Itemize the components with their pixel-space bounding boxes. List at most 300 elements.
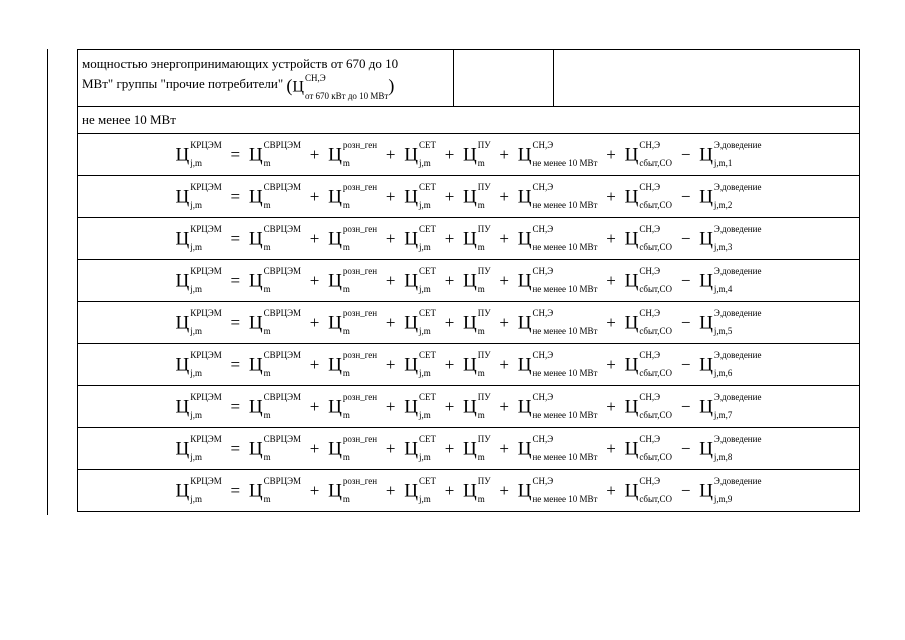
formula-part: СВРЦЭМ	[263, 140, 302, 151]
formula-part: КРЦЭМ	[190, 476, 222, 487]
formula-part: СЕТ	[418, 224, 436, 235]
formula-part: не менее 10 МВт	[532, 242, 598, 253]
formula-part: Ц	[699, 270, 713, 292]
formula-part: j,m,	[713, 158, 728, 169]
formula-part	[714, 326, 762, 336]
formula-part: Ц	[463, 270, 477, 292]
formula-part: Ц	[624, 186, 639, 208]
formula-part: КРЦЭМ	[190, 140, 222, 151]
formula-part: Ц	[517, 144, 532, 166]
formula-part: СН,Э	[532, 392, 554, 403]
formula-part: m	[263, 242, 271, 253]
formula-part	[639, 308, 673, 337]
formula-part: Ц	[175, 396, 190, 418]
formula-part: ПУ	[477, 350, 491, 361]
plus-sign: +	[444, 187, 455, 207]
formula-part	[342, 224, 378, 253]
formula-part: сбыт,СО	[639, 284, 673, 295]
formula-part	[263, 476, 302, 505]
formula-part	[418, 224, 436, 253]
plus-sign: +	[385, 481, 396, 501]
formula-part	[714, 410, 762, 420]
formula-part: не менее 10 МВт	[532, 158, 598, 169]
formula-part: Ц	[699, 438, 713, 460]
formula-part: j,m	[418, 242, 431, 253]
formula-part: СН,Э	[639, 140, 661, 151]
plus-sign: +	[606, 355, 616, 375]
formula-part: сбыт,СО	[639, 242, 673, 253]
term-sn-e	[517, 392, 598, 421]
formula-part: СН,Э	[532, 308, 554, 319]
formula-part: сбыт,СО	[639, 452, 673, 463]
term-sn-e	[517, 266, 598, 295]
formula-part: Ц	[328, 270, 342, 292]
term-sbyt	[624, 224, 673, 253]
formula-part: Ц	[517, 186, 532, 208]
term-set	[404, 476, 436, 505]
formula-part: Ц	[699, 312, 713, 334]
formula-part: j,m	[190, 368, 203, 379]
formula-part: ПУ	[477, 392, 491, 403]
term-sn-e	[517, 182, 598, 211]
formula-part: КРЦЭМ	[190, 182, 222, 193]
price-formula	[175, 182, 762, 211]
term-pu	[463, 224, 491, 253]
row-index: 6	[727, 368, 733, 379]
minus-sign: −	[680, 397, 691, 417]
term-dovedenie	[699, 350, 762, 379]
term-sn-e	[517, 224, 598, 253]
term-rozn-gen	[328, 350, 378, 379]
plus-sign: +	[309, 397, 320, 417]
formula-part: j,m,	[713, 326, 728, 337]
formula-part: Ц	[517, 354, 532, 376]
term-svrcem	[248, 140, 302, 169]
term-pu	[463, 182, 491, 211]
term-sbyt	[624, 140, 673, 169]
plus-sign: +	[309, 187, 320, 207]
formula-part	[639, 140, 673, 169]
term-sn-e	[517, 476, 598, 505]
formula-part: Ц	[463, 354, 477, 376]
formula-part: СЕТ	[418, 266, 436, 277]
plus-sign: +	[606, 313, 616, 333]
plus-sign: +	[444, 145, 455, 165]
formula-part: Э,доведение	[713, 224, 762, 235]
formula-part: Ц	[699, 186, 713, 208]
plus-sign: +	[385, 187, 396, 207]
formula-part	[713, 224, 762, 253]
term-svrcem	[248, 308, 302, 337]
left-margin-line	[47, 49, 48, 515]
formula-part	[714, 158, 762, 168]
formula-part: СЕТ	[418, 140, 436, 151]
formula-part: розн_ген	[342, 476, 378, 487]
formula-part: Э,доведение	[713, 266, 762, 277]
term-rozn-gen	[328, 224, 378, 253]
formula-part	[532, 224, 598, 253]
plus-sign: +	[499, 313, 509, 333]
formula-cell	[78, 344, 860, 386]
plus-sign: +	[444, 271, 455, 291]
plus-sign: +	[309, 313, 320, 333]
formula-part	[190, 476, 222, 505]
empty-cell-right	[554, 50, 860, 107]
formula-part: СН,Э	[639, 308, 661, 319]
term-pu	[463, 434, 491, 463]
formula-part	[477, 434, 491, 463]
inline-symbol-sup: СН,Э	[304, 73, 326, 84]
formula-part: Ц	[517, 438, 532, 460]
formula-row-3	[78, 218, 860, 260]
plus-sign: +	[309, 271, 320, 291]
category-description-cell	[78, 50, 454, 107]
formula-part: СН,Э	[532, 350, 554, 361]
term-sbyt	[624, 308, 673, 337]
formula-cell	[78, 218, 860, 260]
formula-part: СВРЦЭМ	[263, 308, 302, 319]
term-pu	[463, 308, 491, 337]
term-rozn-gen	[328, 266, 378, 295]
formula-part: j,m	[418, 158, 431, 169]
formula-part: m	[342, 368, 350, 379]
formula-part	[190, 308, 222, 337]
term-dovedenie	[699, 476, 762, 505]
inline-symbol-base: Ц	[292, 79, 304, 96]
inline-symbol-sub: от 670 кВт до 10 МВт	[304, 91, 389, 102]
formula-part: сбыт,СО	[639, 494, 673, 505]
tariff-table	[77, 49, 860, 512]
formula-part: сбыт,СО	[639, 158, 673, 169]
formula-part: Ц	[175, 228, 190, 250]
formula-part: розн_ген	[342, 350, 378, 361]
formula-part: j,m,	[713, 494, 728, 505]
formula-part: КРЦЭМ	[190, 350, 222, 361]
formula-part: КРЦЭМ	[190, 392, 222, 403]
plus-sign: +	[444, 313, 455, 333]
formula-cell	[78, 302, 860, 344]
minus-sign: −	[680, 271, 691, 291]
formula-part: розн_ген	[342, 392, 378, 403]
term-set	[404, 392, 436, 421]
formula-part	[418, 308, 436, 337]
term-sn-e	[517, 140, 598, 169]
term-dovedenie	[699, 266, 762, 295]
plus-sign: +	[606, 271, 616, 291]
formula-part	[342, 392, 378, 421]
term-svrcem	[248, 266, 302, 295]
formula-part	[713, 476, 762, 505]
empty-cell-middle	[454, 50, 554, 107]
term-rozn-gen	[328, 182, 378, 211]
formula-part: СВРЦЭМ	[263, 182, 302, 193]
formula-part: j,m,	[713, 284, 728, 295]
formula-part: m	[477, 326, 485, 337]
formula-part: Ц	[175, 312, 190, 334]
formula-part	[713, 182, 762, 211]
formula-part	[477, 476, 491, 505]
formula-part: j,m,	[713, 200, 728, 211]
term-dovedenie	[699, 392, 762, 421]
formula-part: Ц	[699, 228, 713, 250]
formula-part	[477, 224, 491, 253]
formula-part: Э,доведение	[713, 350, 762, 361]
category-description-line2: МВт" группы "прочие потребители"	[82, 76, 284, 91]
formula-part: СН,Э	[639, 434, 661, 445]
row-index: 5	[727, 326, 733, 337]
formula-part: СН,Э	[532, 140, 554, 151]
formula-part: Ц	[175, 186, 190, 208]
equals-sign: =	[230, 481, 241, 501]
term-rozn-gen	[328, 308, 378, 337]
term-sn-e	[517, 308, 598, 337]
formula-part: СВРЦЭМ	[263, 476, 302, 487]
formula-part: m	[342, 410, 350, 421]
formula-part: Ц	[624, 228, 639, 250]
formula-part: не менее 10 МВт	[532, 200, 598, 211]
formula-part: Ц	[248, 396, 263, 418]
formula-part: j,m	[190, 158, 203, 169]
formula-part	[713, 350, 762, 379]
formula-part: j,m	[190, 284, 203, 295]
formula-part: сбыт,СО	[639, 200, 673, 211]
formula-part: Ц	[328, 144, 342, 166]
formula-part: не менее 10 МВт	[532, 494, 598, 505]
formula-part	[342, 434, 378, 463]
formula-part: Ц	[404, 396, 418, 418]
plus-sign: +	[606, 397, 616, 417]
formula-part	[263, 434, 302, 463]
plus-sign: +	[499, 397, 509, 417]
formula-part	[532, 182, 598, 211]
plus-sign: +	[444, 355, 455, 375]
term-lhs	[175, 140, 222, 169]
term-svrcem	[248, 476, 302, 505]
formula-part: Ц	[463, 312, 477, 334]
formula-part	[639, 476, 673, 505]
formula-part: СВРЦЭМ	[263, 392, 302, 403]
formula-part: розн_ген	[342, 434, 378, 445]
formula-cell	[78, 386, 860, 428]
price-formula	[175, 224, 762, 253]
plus-sign: +	[499, 229, 509, 249]
term-set	[404, 224, 436, 253]
term-pu	[463, 140, 491, 169]
formula-part	[477, 350, 491, 379]
formula-part: не менее 10 МВт	[532, 368, 598, 379]
formula-part: m	[263, 410, 271, 421]
formula-part: Ц	[248, 270, 263, 292]
formula-part	[263, 182, 302, 211]
formula-part	[418, 266, 436, 295]
minus-sign: −	[680, 145, 691, 165]
formula-part: Ц	[175, 144, 190, 166]
formula-part	[190, 224, 222, 253]
formula-cell	[78, 134, 860, 176]
term-dovedenie	[699, 140, 762, 169]
formula-part: Ц	[175, 438, 190, 460]
formula-part	[477, 266, 491, 295]
price-formula	[175, 392, 762, 421]
formula-part: розн_ген	[342, 266, 378, 277]
formula-part: сбыт,СО	[639, 410, 673, 421]
formula-part: Ц	[328, 312, 342, 334]
formula-part: Ц	[248, 186, 263, 208]
formula-part	[263, 266, 302, 295]
plus-sign: +	[309, 439, 320, 459]
term-sbyt	[624, 266, 673, 295]
plus-sign: +	[606, 481, 616, 501]
formula-row-5	[78, 302, 860, 344]
formula-part	[639, 392, 673, 421]
plus-sign: +	[606, 229, 616, 249]
inline-symbol-close: )	[388, 76, 395, 96]
formula-part: Ц	[328, 228, 342, 250]
formula-part: j,m	[190, 200, 203, 211]
formula-part: СН,Э	[532, 434, 554, 445]
formula-part: m	[477, 410, 485, 421]
formula-part: m	[263, 452, 271, 463]
price-formula	[175, 266, 762, 295]
formula-part	[263, 140, 302, 169]
formula-part: m	[263, 158, 271, 169]
formula-part: Ц	[699, 480, 713, 502]
formula-part: сбыт,СО	[639, 368, 673, 379]
term-svrcem	[248, 434, 302, 463]
formula-part: Ц	[699, 396, 713, 418]
formula-part: j,m,	[713, 452, 728, 463]
term-set	[404, 308, 436, 337]
term-dovedenie	[699, 434, 762, 463]
formula-part	[342, 140, 378, 169]
equals-sign: =	[230, 355, 241, 375]
formula-part	[190, 140, 222, 169]
term-lhs	[175, 476, 222, 505]
formula-part	[639, 182, 673, 211]
minus-sign: −	[680, 187, 691, 207]
formula-part	[263, 224, 302, 253]
formula-part: m	[263, 200, 271, 211]
formula-part: Ц	[175, 270, 190, 292]
formula-part: не менее 10 МВт	[532, 326, 598, 337]
table-row-top	[78, 50, 860, 107]
formula-part: j,m,	[713, 368, 728, 379]
formula-part: m	[263, 494, 271, 505]
formula-part	[418, 140, 436, 169]
formula-part	[263, 392, 302, 421]
formula-part: Ц	[517, 270, 532, 292]
formula-part	[713, 140, 762, 169]
formula-part: Ц	[248, 438, 263, 460]
formula-part: СН,Э	[639, 224, 661, 235]
term-svrcem	[248, 350, 302, 379]
formula-part: m	[477, 368, 485, 379]
formula-part: Ц	[328, 480, 342, 502]
formula-part: ПУ	[477, 434, 491, 445]
term-rozn-gen	[328, 434, 378, 463]
formula-part: Ц	[624, 438, 639, 460]
formula-part: Э,доведение	[713, 140, 762, 151]
term-set	[404, 350, 436, 379]
formula-part: СЕТ	[418, 476, 436, 487]
formula-part: Ц	[404, 480, 418, 502]
term-pu	[463, 266, 491, 295]
formula-part: СН,Э	[532, 266, 554, 277]
row-index: 9	[727, 494, 733, 505]
formula-part	[713, 392, 762, 421]
formula-part: Ц	[404, 270, 418, 292]
formula-part: КРЦЭМ	[190, 224, 222, 235]
plus-sign: +	[499, 271, 509, 291]
formula-part	[418, 182, 436, 211]
formula-part: Ц	[699, 354, 713, 376]
formula-part: Ц	[248, 354, 263, 376]
formula-part: m	[342, 242, 350, 253]
row-index: 8	[727, 452, 733, 463]
term-set	[404, 140, 436, 169]
formula-part	[263, 308, 302, 337]
formula-part	[342, 266, 378, 295]
formula-part: Ц	[328, 396, 342, 418]
formula-part: Ц	[248, 480, 263, 502]
plus-sign: +	[385, 439, 396, 459]
term-sbyt	[624, 392, 673, 421]
formula-part: j,m	[418, 494, 431, 505]
price-formula	[175, 476, 762, 505]
formula-row-8	[78, 428, 860, 470]
formula-part: СН,Э	[532, 476, 554, 487]
plus-sign: +	[444, 481, 455, 501]
formula-part	[190, 182, 222, 211]
inline-symbol-open: (	[286, 76, 293, 96]
equals-sign: =	[230, 145, 241, 165]
row-index: 3	[727, 242, 733, 253]
formula-part: СВРЦЭМ	[263, 350, 302, 361]
plus-sign: +	[499, 481, 509, 501]
term-sn-e	[517, 350, 598, 379]
plus-sign: +	[606, 145, 616, 165]
category-description-line1: мощностью энергопринимающих устройств от 670 до 10	[82, 56, 399, 71]
formula-part: Ц	[517, 396, 532, 418]
formula-part	[477, 308, 491, 337]
term-dovedenie	[699, 308, 762, 337]
term-lhs	[175, 182, 222, 211]
formula-part: Ц	[248, 228, 263, 250]
equals-sign: =	[230, 397, 241, 417]
plus-sign: +	[309, 481, 320, 501]
term-dovedenie	[699, 182, 762, 211]
plus-sign: +	[606, 187, 616, 207]
formula-part: j,m	[190, 326, 203, 337]
minus-sign: −	[680, 481, 691, 501]
formula-part: j,m	[418, 284, 431, 295]
formula-part: Э,доведение	[713, 308, 762, 319]
formula-part: Ц	[404, 438, 418, 460]
formula-cell	[78, 260, 860, 302]
formula-part: СН,Э	[639, 266, 661, 277]
plus-sign: +	[499, 439, 509, 459]
formula-part: СН,Э	[532, 182, 554, 193]
term-lhs	[175, 224, 222, 253]
formula-part: m	[477, 494, 485, 505]
formula-part	[263, 350, 302, 379]
formula-part	[714, 242, 762, 252]
formula-part: m	[263, 368, 271, 379]
formula-part	[418, 434, 436, 463]
formula-part: Ц	[404, 312, 418, 334]
equals-sign: =	[230, 271, 241, 291]
formula-part: Ц	[624, 270, 639, 292]
